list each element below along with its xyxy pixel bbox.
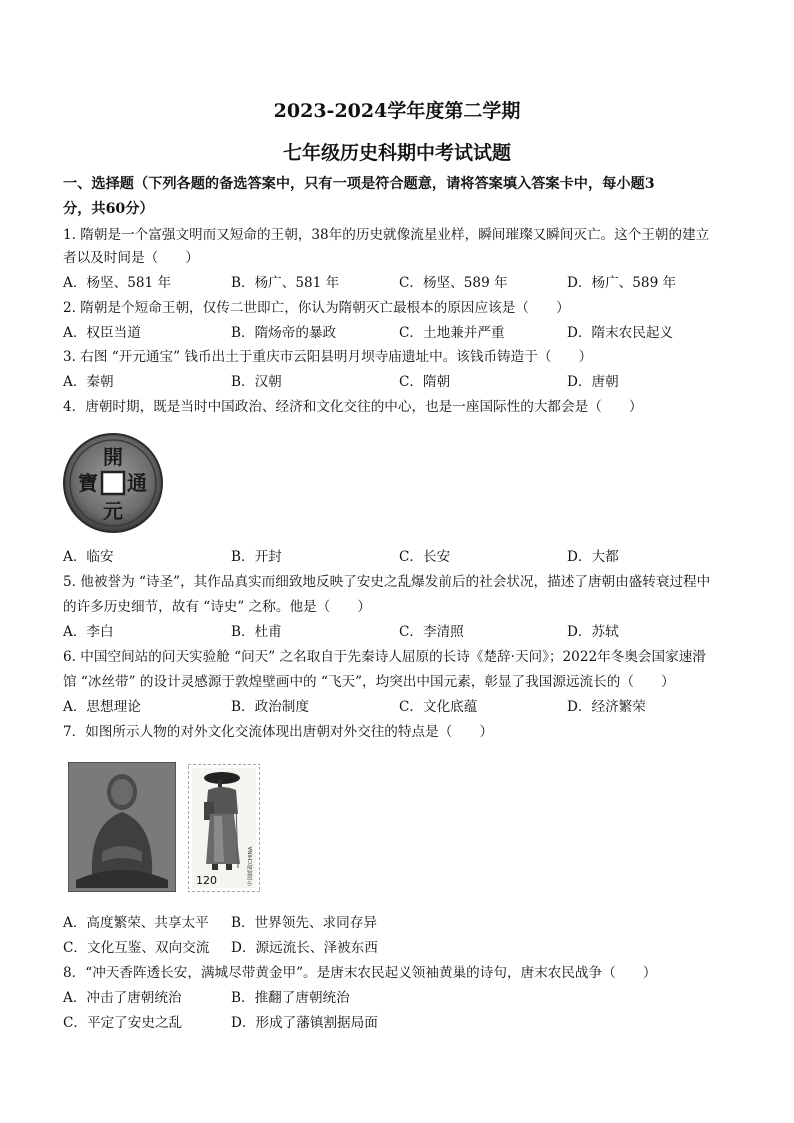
q2-stem: 2. 隋朝是个短命王朝，仅传二世即亡，你认为隋朝灭亡最根本的原因应该是（ ） xyxy=(63,300,570,316)
q1-options xyxy=(63,273,743,293)
q5-option-b[interactable]: B．杜甫 xyxy=(231,624,282,640)
q8-option-b[interactable]: B．推翻了唐朝统治 xyxy=(231,990,350,1006)
q6-option-a[interactable]: A．思想理论 xyxy=(63,699,141,715)
q6-stem-line2: 馆 “冰丝带” 的设计灵感源于敦煌壁画中的 “飞天”，均突出中国元素，彰显了我国源远流长的（ ） xyxy=(63,674,675,690)
monk-stamp-image xyxy=(188,764,260,892)
section-heading-line2: 分，共60分） xyxy=(63,201,154,217)
q6-option-d[interactable]: D．经济繁荣 xyxy=(567,699,646,715)
q1-stem-line1: 1. 隋朝是一个富强文明而又短命的王朝，38年的历史就像流星业样，瞬间璀璨又瞬间灭亡。这个王朝的建立 xyxy=(63,227,710,243)
q4-stem: 4．唐朝时期，既是当时中国政治、经济和文化交往的中心，也是一座国际性的大都会是（ ） xyxy=(63,399,643,415)
q8-options-row2 xyxy=(63,1013,743,1033)
q8-option-d[interactable]: D．形成了藩镇割据局面 xyxy=(231,1015,378,1031)
exam-subject-title: 七年级历史科期中考试试题 xyxy=(282,142,511,164)
q4-option-c[interactable]: C．长安 xyxy=(399,549,451,565)
q2-option-a[interactable]: A．权臣当道 xyxy=(63,325,141,341)
q8-option-c[interactable]: C．平定了安史之乱 xyxy=(63,1015,183,1031)
q7-option-c[interactable]: C．文化互鉴、双向交流 xyxy=(63,940,210,956)
q4-option-b[interactable]: B．开封 xyxy=(231,549,282,565)
q1-stem-line2: 者以及时间是（ ） xyxy=(63,250,199,266)
q3-option-c[interactable]: C．隋朝 xyxy=(399,374,451,390)
q1-option-c[interactable]: C．杨坚、589 年 xyxy=(399,275,508,291)
q3-option-b[interactable]: B．汉朝 xyxy=(231,374,282,390)
q3-options xyxy=(63,372,743,392)
q7-option-b[interactable]: B．世界领先、求同存异 xyxy=(231,915,377,931)
q2-option-d[interactable]: D．隋末农民起义 xyxy=(567,325,674,341)
q8-option-a[interactable]: A．冲击了唐朝统治 xyxy=(63,990,182,1006)
stamp-value: 120 xyxy=(196,874,217,887)
coin-char-right: 通 xyxy=(127,471,147,495)
exam-year-title: 2023-2024学年度第二学期 xyxy=(273,100,521,122)
q7-options-row1 xyxy=(63,913,743,933)
stamp-postal-name: 中国邮政 xyxy=(248,863,254,886)
q2-option-b[interactable]: B．隋炀帝的暴政 xyxy=(231,325,337,341)
coin-char-left: 寶 xyxy=(78,471,98,495)
q2-option-c[interactable]: C．土地兼并严重 xyxy=(399,325,505,341)
q1-option-a[interactable]: A．杨坚、581 年 xyxy=(63,275,172,291)
q6-stem-line1: 6. 中国空间站的问天实验舱 “问天” 之名取自于先秦诗人屈原的长诗《楚辞·天问》；2022年冬奥会国家速滑 xyxy=(63,649,706,665)
q8-options-row1 xyxy=(63,988,743,1008)
q2-options xyxy=(63,323,743,343)
q1-option-b[interactable]: B．杨广、581 年 xyxy=(231,275,340,291)
q5-stem-line1: 5. 他被誉为 “诗圣”，其作品真实而细致地反映了安史之乱爆发前后的社会状况，描述了唐朝由盛转衰过程中 xyxy=(63,574,711,590)
coin-char-top: 開 xyxy=(103,445,123,469)
q4-option-a[interactable]: A．临安 xyxy=(63,549,114,565)
q6-option-b[interactable]: B．政治制度 xyxy=(231,699,309,715)
q5-option-c[interactable]: C．李清照 xyxy=(399,624,464,640)
q5-stem-line2: 的许多历史细节，故有 “诗史” 之称。他是（ ） xyxy=(63,599,372,615)
q7-stem: 7．如图所示人物的对外文化交流体现出唐朝对外交往的特点是（ ） xyxy=(63,724,494,740)
q8-stem: 8．“冲天香阵透长安，满城尽带黄金甲”。是唐末农民起义领袖黄巢的诗句，唐末农民战争（ ） xyxy=(63,965,657,981)
q6-options xyxy=(63,697,743,717)
kaiyuan-coin-image xyxy=(62,430,164,536)
q3-stem: 3. 右图 “开元通宝” 钱币出土于重庆市云阳县明月坝寺庙遗址中。该钱币铸造于（ ） xyxy=(63,349,593,365)
q6-option-c[interactable]: C．文化底蕴 xyxy=(399,699,478,715)
q5-options xyxy=(63,622,743,642)
seated-monk-statue-image xyxy=(68,762,176,892)
q3-option-d[interactable]: D．唐朝 xyxy=(567,374,619,390)
q7-options-row2 xyxy=(63,938,743,958)
q1-option-d[interactable]: D．杨广、589 年 xyxy=(567,275,677,291)
q7-option-d[interactable]: D．源远流长、泽被东西 xyxy=(231,940,378,956)
q3-option-a[interactable]: A．秦朝 xyxy=(63,374,114,390)
stamp-country: CHINA xyxy=(248,846,254,864)
q5-option-a[interactable]: A．李白 xyxy=(63,624,114,640)
q5-option-d[interactable]: D．苏轼 xyxy=(567,624,619,640)
q4-option-d[interactable]: D．大都 xyxy=(567,549,619,565)
q4-options xyxy=(63,547,743,567)
coin-char-bottom: 元 xyxy=(103,499,123,523)
section-heading-line1: 一、选择题（下列各题的备选答案中，只有一项是符合题意，请将答案填入答案卡中，每小题3 xyxy=(63,176,655,192)
q7-option-a[interactable]: A．高度繁荣、共享太平 xyxy=(63,915,209,931)
